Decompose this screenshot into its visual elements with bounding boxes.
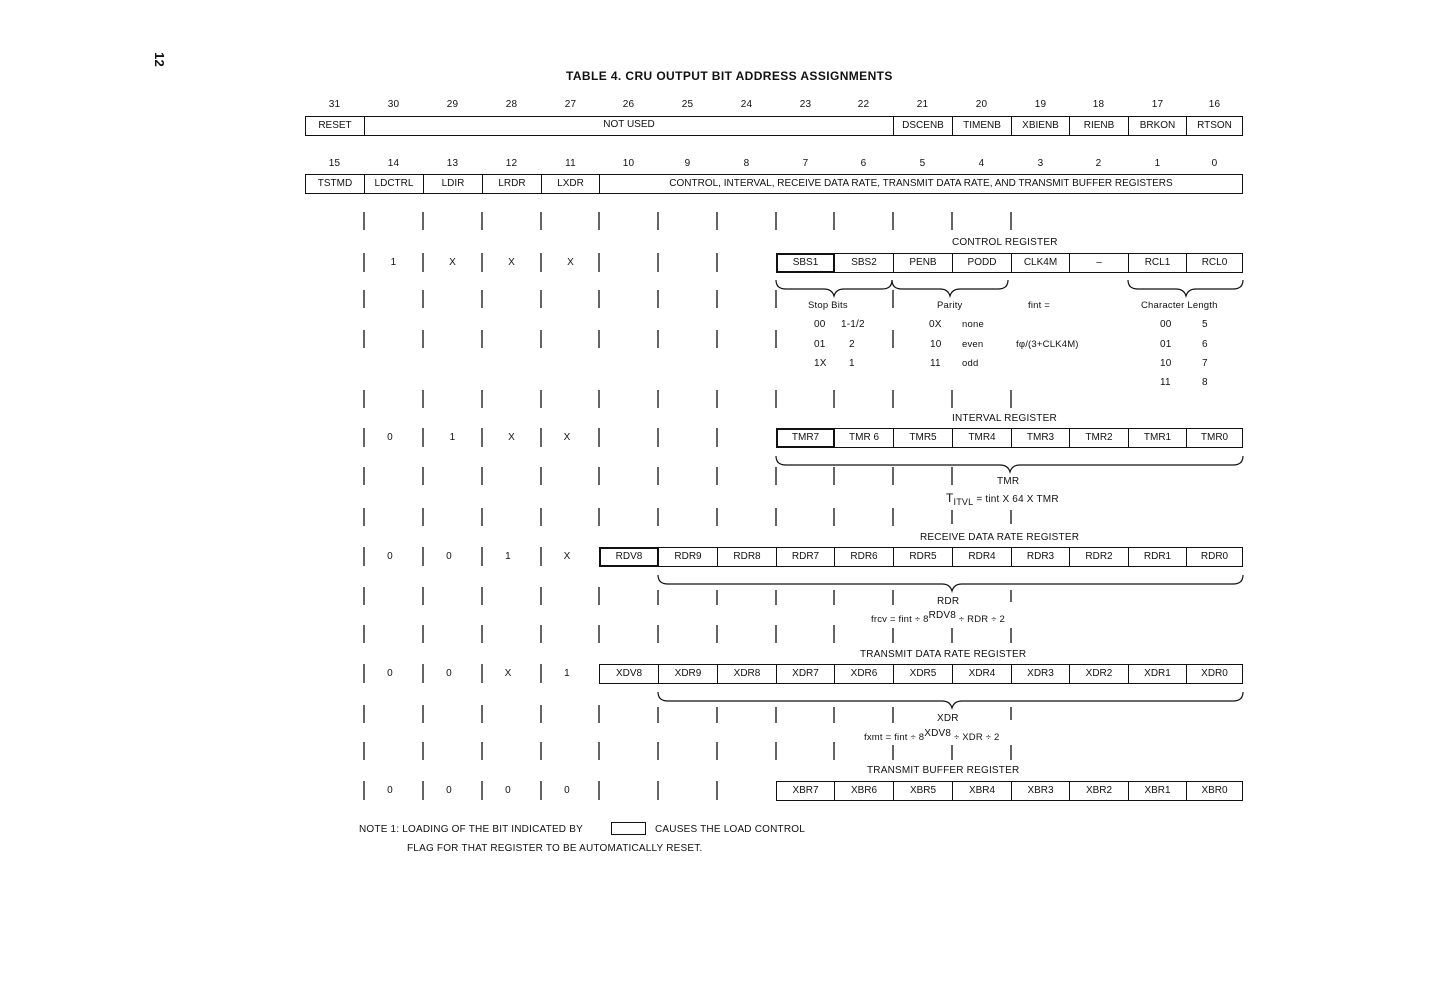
bit-cell-xbr1: XBR1 [1128,781,1187,801]
rdr-formula [871,610,1005,625]
bit-cell-xdr5: XDR5 [893,664,953,684]
bit-cell-rdr7: RDR7 [776,547,835,567]
bit-number: 27 [564,99,577,110]
parity-value: even [962,339,984,350]
bit-cell-tmr0: TMR0 [1186,428,1243,448]
bit-cell-rdr2: RDR2 [1069,547,1129,567]
bit-cell-xdr2: XDR2 [1069,664,1129,684]
bit-cell-rdr1: RDR1 [1128,547,1187,567]
bit-number: 21 [916,99,929,110]
flag-value: 0 [387,432,393,443]
bit-number: 19 [1034,99,1047,110]
bit-cell-podd: PODD [952,253,1012,273]
bit-cell-tmr1: TMR1 [1128,428,1187,448]
bit-number: 16 [1208,99,1221,110]
stop-bits-code: 1X [814,358,827,369]
bit-cell-tmr5: TMR5 [893,428,953,448]
flag-value: 0 [387,785,393,796]
bit-cell-xbr4: XBR4 [952,781,1012,801]
bit-cell-rdr6: RDR6 [834,547,894,567]
bit-cell-xbr6: XBR6 [834,781,894,801]
formula-pre: frcv = fint ÷ 8 [871,614,929,626]
formula-sup: XDV8 [924,728,952,739]
bit-number: 2 [1095,158,1102,169]
bit-cell-rdr9: RDR9 [658,547,718,567]
bit-number: 3 [1037,158,1044,169]
rdr-register-title: RECEIVE DATA RATE REGISTER [920,532,1080,543]
bit-cell-ldir: LDIR [423,174,483,194]
flag-value: X [567,257,574,268]
flag-value: 0 [505,785,511,796]
formula-pre: fxmt = fint ÷ 8 [864,732,925,744]
xdr-brace-label: XDR [937,713,959,724]
parity-code: 10 [930,339,942,350]
formula-sub: ITVL [953,497,974,507]
note-line1-start: NOTE 1: LOADING OF THE BIT INDICATED BY [359,824,583,835]
bit-number: 14 [387,158,400,169]
bit-cell-xdr0: XDR0 [1186,664,1243,684]
bit-cell-not-used: NOT USED [364,116,894,136]
bit-cell-xdr6: XDR6 [834,664,894,684]
note-line2: FLAG FOR THAT REGISTER TO BE AUTOMATICALLY RESET. [407,843,703,854]
rdr-brace-label: RDR [937,596,960,607]
stop-bits-label: Stop Bits [808,300,848,311]
flag-value: 0 [446,551,452,562]
bit-number: 6 [860,158,867,169]
flag-value: X [508,432,515,443]
flag-value: X [563,551,571,562]
flag-value: 1 [505,551,511,562]
flag-value: 0 [387,668,393,679]
char-length-code: 00 [1160,319,1172,330]
bit-cell-rienb: RIENB [1069,116,1129,136]
char-length-value: 5 [1202,319,1208,330]
xdr-formula [864,728,999,743]
fint-label: fint = [1028,300,1051,311]
bit-cell-penb: PENB [893,253,953,273]
char-length-value: 7 [1202,358,1208,369]
bit-cell-tstmd: TSTMD [305,174,365,194]
char-length-code: 10 [1160,358,1172,369]
stop-bits-value: 1-1/2 [841,319,865,330]
flag-value: 0 [387,551,393,562]
char-length-code: 01 [1160,339,1172,350]
bit-cell-dscenb: DSCENB [893,116,953,136]
bit-number: 30 [387,99,400,110]
bit-number: 31 [328,99,341,110]
bit-cell-tmr2: TMR2 [1069,428,1129,448]
flag-value: X [508,257,515,268]
bit-cell-lrdr: LRDR [482,174,542,194]
bit-cell-timenb: TIMENB [952,116,1012,136]
bit-cell-rdr5: RDR5 [893,547,953,567]
flag-value: 0 [446,668,452,679]
flag-value: 1 [449,432,456,443]
page-number: 12 [151,52,167,67]
control-register-title: CONTROL REGISTER [952,237,1058,248]
parity-code: 0X [929,319,942,330]
flag-value: 1 [390,257,397,268]
interval-register-title: INTERVAL REGISTER [952,413,1057,424]
bit-number: 15 [328,158,341,169]
bit-number: 5 [919,158,926,169]
flag-value: X [449,257,456,268]
flag-value: 1 [564,668,570,679]
parity-code: 11 [930,358,941,369]
interval-formula [946,491,1059,507]
char-length-label: Character Length [1141,300,1218,311]
fint-formula: fφ/(3+CLK4M) [1016,339,1079,350]
bit-number: 10 [622,158,635,169]
formula-post: ÷ XDR ÷ 2 [951,732,1000,744]
note-line1-end: CAUSES THE LOAD CONTROL [655,824,806,835]
table-title: TABLE 4. CRU OUTPUT BIT ADDRESS ASSIGNMENTS [566,69,893,83]
bit-number: 23 [799,99,812,110]
bit-number: 24 [740,99,753,110]
bit-number: 11 [565,158,576,169]
bit-number: 20 [975,99,988,110]
xbr-register-title: TRANSMIT BUFFER REGISTER [867,765,1020,776]
bit-cell-xdr1: XDR1 [1128,664,1187,684]
bit-cell-rcl0: RCL0 [1186,253,1243,273]
bit-cell-rcl1: RCL1 [1128,253,1187,273]
formula-rest: = tint X 64 X TMR [973,494,1059,505]
bit-cell-register-group: CONTROL, INTERVAL, RECEIVE DATA RATE, TRANSMIT DATA RATE, AND TRANSMIT BUFFER REGISTERS [599,174,1243,194]
bit-cell-clk4m: CLK4M [1011,253,1070,273]
bit-cell-sbs2: SBS2 [834,253,894,273]
bit-cell-unused: – [1069,253,1129,273]
bit-cell-xdv8: XDV8 [599,664,659,684]
bit-cell-xdr9: XDR9 [658,664,718,684]
bit-cell-xbr5: XBR5 [893,781,953,801]
bit-number: 4 [978,158,985,169]
formula-t: T [946,491,954,505]
bit-cell-tmr7: TMR7 [776,428,835,448]
bit-cell-xdr7: XDR7 [776,664,835,684]
bit-cell-rtson: RTSON [1186,116,1243,136]
stop-bits-value: 2 [849,339,855,350]
bit-cell-tmr4: TMR4 [952,428,1012,448]
bit-cell-xbr3: XBR3 [1011,781,1070,801]
bit-number: 25 [681,99,694,110]
bit-number: 26 [622,99,635,110]
char-length-value: 6 [1202,339,1208,350]
bit-cell-reset: RESET [305,116,365,136]
bit-cell-rdr8: RDR8 [717,547,777,567]
bit-cell-sbs1: SBS1 [776,253,835,273]
stop-bits-value: 1 [849,358,855,369]
flag-value: 0 [446,785,452,796]
bit-cell-brkon: BRKON [1128,116,1187,136]
bit-number: 1 [1154,158,1161,169]
bit-cell-xbienb: XBIENB [1011,116,1070,136]
bit-cell-rdr0: RDR0 [1186,547,1243,567]
stop-bits-code: 01 [814,339,826,350]
bit-number: 7 [802,158,809,169]
flag-value: 0 [564,785,570,796]
bit-number: 12 [505,158,518,169]
bit-cell-tmr6: TMR 6 [834,428,894,448]
xdr-register-title: TRANSMIT DATA RATE REGISTER [860,649,1027,660]
bit-cell-xbr2: XBR2 [1069,781,1129,801]
bit-cell-xdr4: XDR4 [952,664,1012,684]
bit-number: 18 [1092,99,1105,110]
bit-cell-xdr3: XDR3 [1011,664,1070,684]
formula-sup: RDV8 [928,610,957,621]
char-length-value: 8 [1202,377,1208,388]
bit-cell-ldctrl: LDCTRL [364,174,424,194]
bit-number: 8 [743,158,750,169]
bit-number: 22 [857,99,870,110]
flag-value: X [504,668,512,679]
note-box-symbol [611,822,646,835]
stop-bits-code: 00 [814,319,826,330]
bit-number: 28 [505,99,518,110]
bit-cell-rdv8: RDV8 [599,547,659,567]
bit-cell-lxdr: LXDR [541,174,600,194]
bit-cell-xbr0: XBR0 [1186,781,1243,801]
formula-post: ÷ RDR ÷ 2 [956,614,1005,626]
flag-value: X [563,432,571,443]
parity-label: Parity [937,300,963,311]
parity-value: none [962,319,984,330]
tmr-brace-label: TMR [997,476,1020,487]
bit-number: 9 [684,158,691,169]
bit-number: 13 [446,158,459,169]
bit-cell-tmr3: TMR3 [1011,428,1070,448]
char-length-code: 11 [1160,377,1171,388]
bit-number: 17 [1151,99,1164,110]
bit-cell-xbr7: XBR7 [776,781,835,801]
bit-number: 29 [446,99,459,110]
bit-cell-rdr4: RDR4 [952,547,1012,567]
bit-number: 0 [1211,158,1218,169]
parity-value: odd [962,358,979,369]
bit-cell-xdr8: XDR8 [717,664,777,684]
bit-cell-rdr3: RDR3 [1011,547,1070,567]
